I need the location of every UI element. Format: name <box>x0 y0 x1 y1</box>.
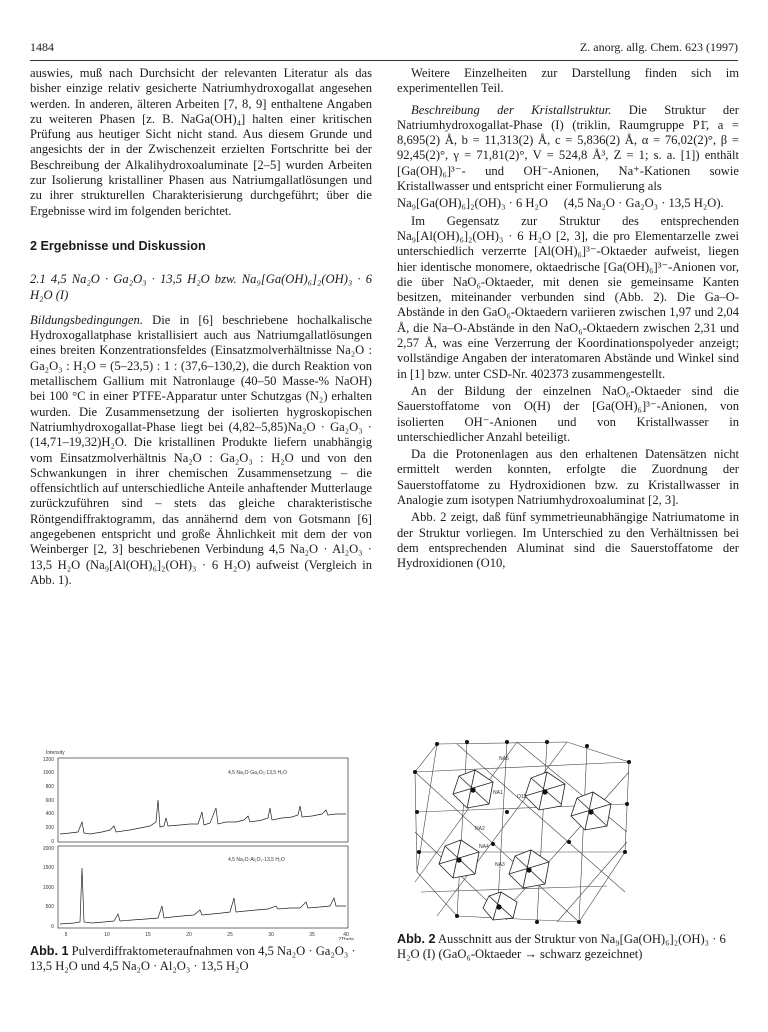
lower-tick-label: 500 <box>45 904 54 910</box>
x-tick-label: 30 <box>268 932 274 938</box>
upper-tick-label: 1200 <box>42 757 54 763</box>
formula-left: Na₉[Ga(OH)₆]₂(OH)₃ · 6 H₂O <box>397 196 548 211</box>
journal-citation: Z. anorg. allg. Chem. 623 (1997) <box>579 40 738 54</box>
paragraph-body: Die Struktur der Natriumhydroxogallat-Phase (I) (triklin, Raumgruppe P1̄, a = 8,695(2) Å, b = 11,313(2) Å, c = 5,836(2) Å, α = 76,02(2)°, β = 92,45(2)°, γ = 71,81(2)°, V = 524,8 Å³, Z = 1; s. a. [1]) enthält [Ga(OH)₆]³⁻- und OH⁻-Anionen, Na⁺-Kationen sowie Kristallwasser und entspricht einer Formulierung als <box>397 102 739 194</box>
page-number: 1484 <box>30 40 54 54</box>
upper-tick-label: 600 <box>45 798 54 804</box>
paragraph-protons: Da die Protonenlagen aus den erhaltenen Datensätzen nicht ermittelt werden konnten, erfolgte die Zuordnung der Sauerstoffatome zu Hydroxidionen bzw. zu Kristallwasser in Analogie zum isotypen Natriumhydroxoaluminat [2, 3]. <box>397 447 739 508</box>
lower-tick-label: 1000 <box>42 885 54 891</box>
lower-tick-label: 2000 <box>42 846 54 852</box>
upper-trace-label: 4,5 Na₂O·Ga₂O₃·13,5 H₂O <box>228 770 287 776</box>
atom-label: NA5 <box>499 756 509 762</box>
lower-trace-label: 4,5 Na₂O·Al₂O₃·13,5 H₂O <box>228 857 285 863</box>
diffractogram-image <box>30 748 372 940</box>
atom-label: NA3 <box>495 862 505 868</box>
caption-label: Abb. 1 <box>30 944 69 958</box>
formula-right: (4,5 Na₂O · Ga₂O₃ · 13,5 H₂O). <box>563 196 724 211</box>
paragraph-body: Die in [6] beschriebene hochalkalische Hydroxogallatphase kristallisiert auch aus Natriumgallatlösungen eines breiten Konzentrationsfeldes (Einsatzmolverhältnisse Na₂O : Ga₂O₃ : H₂O = (5–23,5) : 1 : (37,6–130,2), die durch Reaktion von metallischem Gallium mit Natronlauge (40–50 Masse-% NaOH) bei 100 °C in einer PTFE-Apparatur unter Schutzgas (N₂) erhalten wurden. Die Zusammensetzung der isolierten hygroskopischen Natriumhydroxogallat-Phase liegt bei (4,82–5,85)Na₂O · Ga₂O₃ · (14,71–19,32)H₂O. Die kristallinen Produkte liefern unabhängig vom Einsatzmolverhältnis Na₂O : Ga₂O₃ : H₂O und von den Schwankungen in ihrer chemischen Zusammensetzung – die offensichtlich auf unterschiedliche Anteile anhaftender Mutterlauge zurückzuführen sind – stets das gleiche charakteristische Röntgendiffraktogramm, das annähernd dem von Gotsmann [6] angegebenen entspricht und große Ähnlichkeit mit dem der von Weinberger [2, 3] beschriebenen Verbindung 4,5 Na₂O · Al₂O₃ · 13,5 H₂O (Na₉[Al(OH)₆]₂(OH)₃ · 6 H₂O) aufweist (Vergleich in Abb. 1). <box>30 312 372 587</box>
x-tick-label: 25 <box>227 932 233 938</box>
formula-line <box>397 196 739 211</box>
figure-crystal-structure <box>397 732 739 928</box>
atom-label: NA4 <box>479 844 489 850</box>
upper-tick-label: 0 <box>51 839 54 845</box>
x-tick-label: 35 <box>309 932 315 938</box>
upper-tick-label: 400 <box>45 811 54 817</box>
header-rule <box>30 60 738 61</box>
subsection-heading: 2.1 4,5 Na₂O · Ga₂O₃ · 13,5 H₂O bzw. Na₉[Ga(OH)₆]₂(OH)₃ · 6 H₂O (I) <box>30 272 372 302</box>
left-column <box>30 66 372 590</box>
section-heading: 2 Ergebnisse und Diskussion <box>30 238 206 253</box>
figure2-caption <box>397 932 739 963</box>
paragraph-sodium: Abb. 2 zeigt, daß fünf symmetrieunabhängige Natriumatome in der Struktur vorliegen. Im Unterschied zu den Verhältnissen bei dem entsprechenden Aluminat sind die Sauerstoffatome der Hydroxidionen (O10, <box>397 510 739 571</box>
lower-tick-label: 0 <box>51 924 54 930</box>
y-axis-title: Intensity <box>46 750 65 756</box>
figure1-caption <box>30 944 372 975</box>
upper-tick-label: 1000 <box>42 770 54 776</box>
paragraph-formation <box>30 313 372 588</box>
atom-label: NA2 <box>475 826 485 832</box>
paragraph-octahedra: An der Bildung der einzelnen NaO₆-Oktaeder sind die Sauerstoffatome von O(H) der [Ga(OH)₆]³⁻-Anionen, von isolierten OH⁻-Anionen und von Kristallwasser in unterschiedlicher Anzahl beteiligt. <box>397 383 739 444</box>
lower-tick-label: 1500 <box>42 865 54 871</box>
paragraph-lead: Beschreibung der Kristallstruktur. <box>411 102 612 117</box>
caption-text: Ausschnitt aus der Struktur von Na₉[Ga(OH)₆]₂(OH)₃ · 6 H₂O (I) (GaO₆-Oktaeder → schwarz gezeichnet) <box>397 932 726 962</box>
paragraph-structure <box>397 103 739 195</box>
structure-image <box>397 732 739 928</box>
paragraph-lead: Bildungsbedingungen. <box>30 312 143 327</box>
upper-tick-label: 800 <box>45 784 54 790</box>
x-tick-label: 10 <box>104 932 110 938</box>
x-tick-label: 40 <box>343 932 349 938</box>
x-tick-label: 15 <box>145 932 151 938</box>
x-tick-label: 5 <box>64 932 68 938</box>
paragraph-details: Weitere Einzelheiten zur Darstellung finden sich im experimentellen Teil. <box>397 66 739 96</box>
x-tick-label: 20 <box>186 932 192 938</box>
lower-diffraction-trace <box>60 868 346 924</box>
upper-diffraction-trace <box>60 800 346 834</box>
paragraph-intro-continued: auswies, muß nach Durchsicht der relevanten Literatur als das bisher einzige relativ gesicherte Natriumhydroxogallat angesehen werden. In anderen, älteren Arbeiten [7, 8, 9] enthaltene Angaben zu weiteren Phasen [z. B. NaGa(OH)₄] halten einer kritischen Prüfung aus heutiger Sicht nicht stand. Aus diesem Grunde und angesichts der in der Zwischenzeit erzielten Fortschritte bei der Beschreibung der Alkalihydroxoaluminate [2–5] wurden Arbeiten zur Isolierung kristalliner Phasen aus Natriumgallatlösungen und zu ihrer strukturellen Charakterisierung durchgeführt; über die Ergebnisse wird im folgenden berichtet. <box>30 66 372 218</box>
atom-label: O11 <box>517 794 527 800</box>
running-header <box>30 36 738 58</box>
right-column <box>397 66 739 574</box>
caption-label: Abb. 2 <box>397 932 436 946</box>
x-axis-title: 2Theta <box>338 937 354 940</box>
paragraph-comparison: Im Gegensatz zur Struktur des entsprechenden Na₉[Al(OH)₆]₂(OH)₃ · 6 H₂O [2, 3], die pro Elementarzelle zwei unterschiedlich verzerrte [Al(OH)₆]³⁻-Oktaeder aufweist, liegen hier identische monomere, oktaedrische [Ga(OH)₆]³⁻-Anionen vor, die über NaO₆-Oktaeder, mit denen sie gemeinsame Kanten besitzen, miteinander verbunden sind (Abb. 2). Die Ga–O-Abstände in den GaO₆-Oktaedern variieren zwischen 1,97 und 2,04 Å, die Na–O-Abstände in den NaO₆-Oktaedern zwischen 2,31 und 2,57 Å, was eine Verzerrung der Koordinationspolyeder anzeigt; vollständige Angaben der interatomaren Abstände und Winkel sind in [1] bzw. unter CSD-Nr. 402373 zusammengestellt. <box>397 213 739 381</box>
upper-tick-label: 200 <box>45 825 54 831</box>
caption-text: Pulverdiffraktometeraufnahmen von 4,5 Na₂O · Ga₂O₃ · 13,5 H₂O und 4,5 Na₂O · Al₂O₃ · 13,5 H₂O <box>30 944 356 974</box>
atom-label: NA1 <box>493 790 503 796</box>
figure-powder-diffraction <box>30 748 372 940</box>
